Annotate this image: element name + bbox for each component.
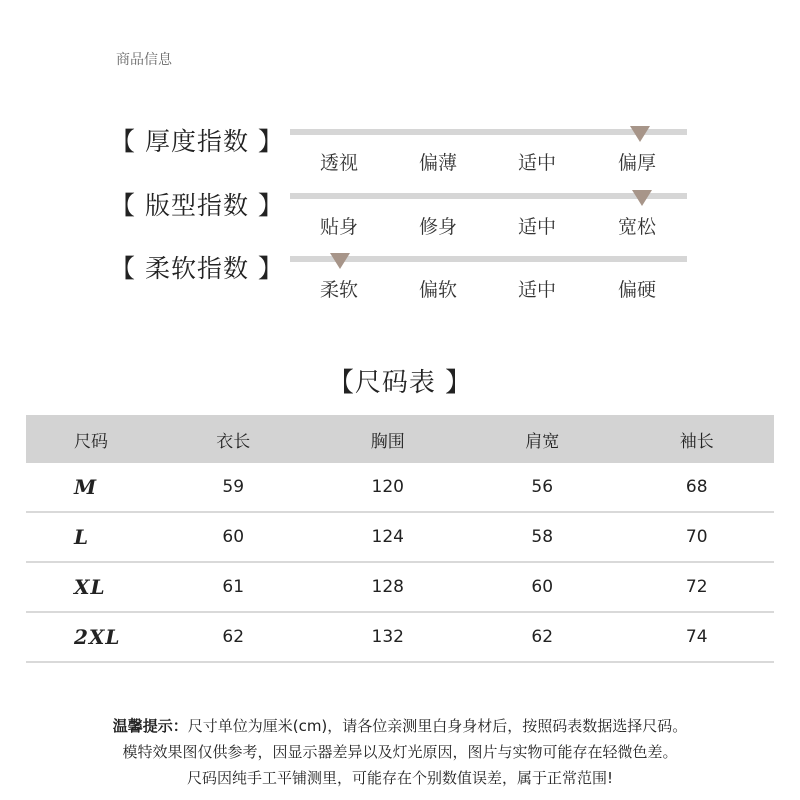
index-option: 偏薄 — [418, 152, 457, 174]
table-cell: 56 — [531, 477, 554, 497]
table-row — [26, 613, 774, 663]
table-cell: 61 — [222, 577, 245, 597]
index-row-thickness — [0, 118, 800, 182]
index-option: 偏厚 — [617, 152, 656, 174]
table-cell: 132 — [371, 627, 404, 647]
table-cell: 62 — [222, 627, 245, 647]
table-cell: 58 — [531, 527, 554, 547]
notes — [0, 713, 800, 791]
index-option: 柔软 — [319, 279, 358, 301]
index-marker-icon — [630, 126, 650, 142]
header-cell: 衣长 — [216, 431, 251, 452]
index-title: 【 版型指数 】 — [110, 191, 284, 220]
header-cell: 胸围 — [370, 431, 405, 452]
section-label: 商品信息 — [116, 52, 172, 68]
note-text: 尺寸单位为厘米(cm)，请各位亲测里白身身材后，按照码表数据选择尺码。 — [187, 717, 688, 735]
index-option: 适中 — [517, 216, 556, 238]
index-option: 透视 — [319, 152, 358, 174]
index-title: 【 厚度指数 】 — [110, 127, 284, 156]
index-marker-icon — [632, 190, 652, 206]
size-table — [26, 415, 774, 663]
index-option: 适中 — [517, 279, 556, 301]
size-cell: L — [74, 525, 90, 549]
size-cell: XL — [74, 575, 106, 599]
table-cell: 70 — [685, 527, 708, 547]
note-line-2: 模特效果图仅供参考，因显示器差异以及灯光原因，图片与实物可能存在轻微色差。 — [122, 743, 678, 761]
table-cell: 68 — [685, 477, 708, 497]
note-lead: 温馨提示： — [112, 717, 188, 735]
table-cell: 74 — [685, 627, 708, 647]
note-line-1 — [0, 713, 800, 739]
header-cell: 尺码 — [74, 431, 108, 452]
index-option: 贴身 — [319, 216, 358, 238]
table-row — [26, 563, 774, 613]
table-cell: 59 — [222, 477, 245, 497]
index-option: 适中 — [517, 152, 556, 174]
index-option: 宽松 — [617, 216, 656, 238]
size-cell: 2XL — [74, 625, 121, 649]
index-marker-icon — [330, 253, 350, 269]
table-cell: 62 — [531, 627, 554, 647]
index-row-fit — [0, 182, 800, 246]
table-cell: 128 — [371, 577, 404, 597]
table-row — [26, 463, 774, 513]
note-line-3: 尺码因纯手工平铺测里，可能存在个别数值误差，属于正常范围! — [186, 769, 614, 787]
table-cell: 124 — [371, 527, 404, 547]
index-option: 修身 — [418, 216, 457, 238]
table-header — [26, 415, 774, 463]
header-cell: 肩宽 — [525, 431, 560, 452]
size-cell: M — [74, 475, 98, 499]
index-option: 偏硬 — [617, 279, 656, 301]
index-option: 偏软 — [418, 279, 457, 301]
index-bar — [290, 129, 687, 135]
table-cell: 60 — [222, 527, 245, 547]
table-cell: 60 — [531, 577, 554, 597]
table-cell: 120 — [371, 477, 404, 497]
size-chart-title: 【尺码表 】 — [327, 368, 473, 398]
index-title: 【 柔软指数 】 — [110, 254, 284, 283]
index-row-softness — [0, 245, 800, 309]
index-bar — [290, 193, 687, 199]
table-row — [26, 513, 774, 563]
header-cell: 袖长 — [679, 431, 714, 452]
table-cell: 72 — [685, 577, 708, 597]
